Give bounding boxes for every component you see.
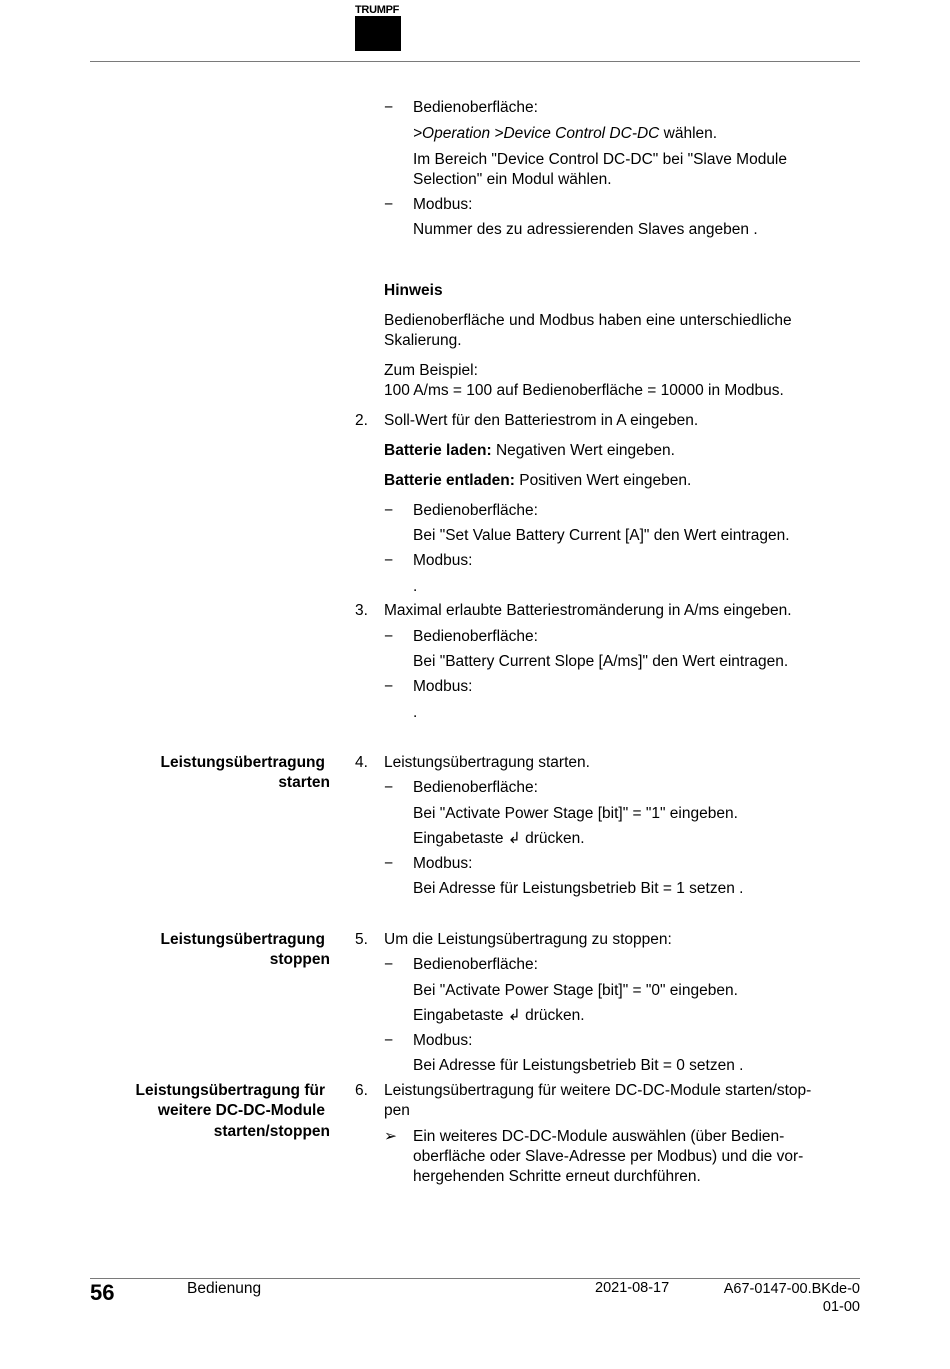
step-number: 3. xyxy=(355,602,368,619)
bullet-dash: − xyxy=(384,552,394,569)
step-text: Leistungsübertragung für weitere DC-DC-Module starten/stop- xyxy=(384,1082,812,1099)
side-heading: starten/stoppen xyxy=(213,1123,330,1140)
bullet-label: Modbus: xyxy=(413,552,473,569)
note-title: Hinweis xyxy=(384,282,443,299)
instruction-line: Selection" ein Modul wählen. xyxy=(413,171,612,188)
footer-rule xyxy=(90,1278,860,1279)
bullet-label: Bedienoberfläche: xyxy=(413,956,538,973)
side-heading: Leistungsübertragung xyxy=(160,754,325,771)
bullet-dash: − xyxy=(384,628,394,645)
side-heading: starten xyxy=(278,774,330,791)
step-text: Soll-Wert für den Batteriestrom in A eingeben. xyxy=(384,412,699,429)
side-heading: Leistungsübertragung xyxy=(160,931,325,948)
step-text: pen xyxy=(384,1102,410,1119)
bullet-label: Modbus: xyxy=(413,1032,473,1049)
bullet-label: Modbus: xyxy=(413,678,473,695)
bullet-dash: − xyxy=(384,855,394,872)
note-line: Skalierung. xyxy=(384,332,462,349)
discharge-label: Batterie entladen: xyxy=(384,472,515,489)
side-heading: weitere DC-DC-Module xyxy=(157,1102,325,1119)
doc-id-line: A67-0147-00.BKde-0 xyxy=(723,1281,860,1297)
bullet-label: Modbus: xyxy=(413,196,473,213)
bullet-label: Bedienoberfläche: xyxy=(413,628,538,645)
bullet-label: Bedienoberfläche: xyxy=(413,99,538,116)
step-text: Maximal erlaubte Batteriestromänderung in A/ms eingeben. xyxy=(384,602,792,619)
bullet-label: Bedienoberfläche: xyxy=(413,779,538,796)
note-line: Zum Beispiel: xyxy=(384,362,478,379)
side-heading: Leistungsübertragung für xyxy=(135,1082,325,1099)
note-line: 100 A/ms = 100 auf Bedienoberfläche = 10000 in Modbus. xyxy=(384,382,784,399)
instruction-line: Eingabetaste ↲ drücken. xyxy=(413,830,585,847)
doc-id-line: 01-00 xyxy=(822,1299,860,1315)
instruction-line: Bei "Activate Power Stage [bit]" = "0" eingeben. xyxy=(413,982,738,999)
instruction-line: . xyxy=(413,578,418,595)
discharge-line xyxy=(384,471,691,491)
instruction-line: . xyxy=(413,704,418,721)
instruction-line: Bei "Activate Power Stage [bit]" = "1" eingeben. xyxy=(413,805,738,822)
menu-path-suffix: wählen. xyxy=(659,125,718,142)
step-text: Um die Leistungsübertragung zu stoppen: xyxy=(384,931,672,948)
instruction-line: Nummer des zu adressierenden Slaves angeben . xyxy=(413,221,758,238)
instruction-line: Eingabetaste ↲ drücken. xyxy=(413,1007,585,1024)
charge-label: Batterie laden: xyxy=(384,442,492,459)
bullet-dash: − xyxy=(384,502,394,519)
discharge-text: Positiven Wert eingeben. xyxy=(514,472,692,489)
charge-line xyxy=(384,441,675,461)
instruction-line: Bei "Set Value Battery Current [A]" den Wert eintragen. xyxy=(413,527,790,544)
step-number: 4. xyxy=(355,754,368,771)
step-number: 6. xyxy=(355,1082,368,1099)
instruction-line: Bei "Battery Current Slope [A/ms]" den Wert eintragen. xyxy=(413,653,789,670)
page-number: 56 xyxy=(90,1280,115,1305)
arrow-bullet-icon: ➢ xyxy=(384,1128,397,1145)
instruction-line: Ein weiteres DC-DC-Module auswählen (über Bedien- xyxy=(413,1128,785,1145)
bullet-label: Modbus: xyxy=(413,855,473,872)
instruction-line: Bei Adresse für Leistungsbetrieb Bit = 1 setzen . xyxy=(413,880,744,897)
bullet-dash: − xyxy=(384,1032,394,1049)
bullet-dash: − xyxy=(384,99,394,116)
footer-section: Bedienung xyxy=(187,1280,262,1297)
step-number: 2. xyxy=(355,412,368,429)
instruction-line: Bei Adresse für Leistungsbetrieb Bit = 0 setzen . xyxy=(413,1057,744,1074)
instruction-line: oberfläche oder Slave-Adresse per Modbus) und die vor- xyxy=(413,1148,804,1165)
bullet-dash: − xyxy=(384,956,394,973)
bullet-dash: − xyxy=(384,678,394,695)
menu-path-text xyxy=(413,124,717,144)
note-line: Bedienoberfläche und Modbus haben eine unterschiedliche xyxy=(384,312,792,329)
footer-date: 2021-08-17 xyxy=(595,1280,670,1296)
brand-logo-mark xyxy=(355,16,401,51)
charge-text: Negativen Wert eingeben. xyxy=(491,442,675,459)
menu-path: >Operation >Device Control DC-DC xyxy=(413,125,660,142)
bullet-label: Bedienoberfläche: xyxy=(413,502,538,519)
step-number: 5. xyxy=(355,931,368,948)
step-text: Leistungsübertragung starten. xyxy=(384,754,590,771)
bullet-dash: − xyxy=(384,196,394,213)
instruction-line: hergehenden Schritte erneut durchführen. xyxy=(413,1168,701,1185)
footer-doc-id xyxy=(724,1280,860,1316)
side-heading: stoppen xyxy=(269,951,330,968)
header-rule xyxy=(90,61,860,62)
brand-logo-text: TRUMPF xyxy=(355,4,400,16)
bullet-dash: − xyxy=(384,779,394,796)
instruction-line: Im Bereich "Device Control DC-DC" bei "Slave Module xyxy=(413,151,787,168)
